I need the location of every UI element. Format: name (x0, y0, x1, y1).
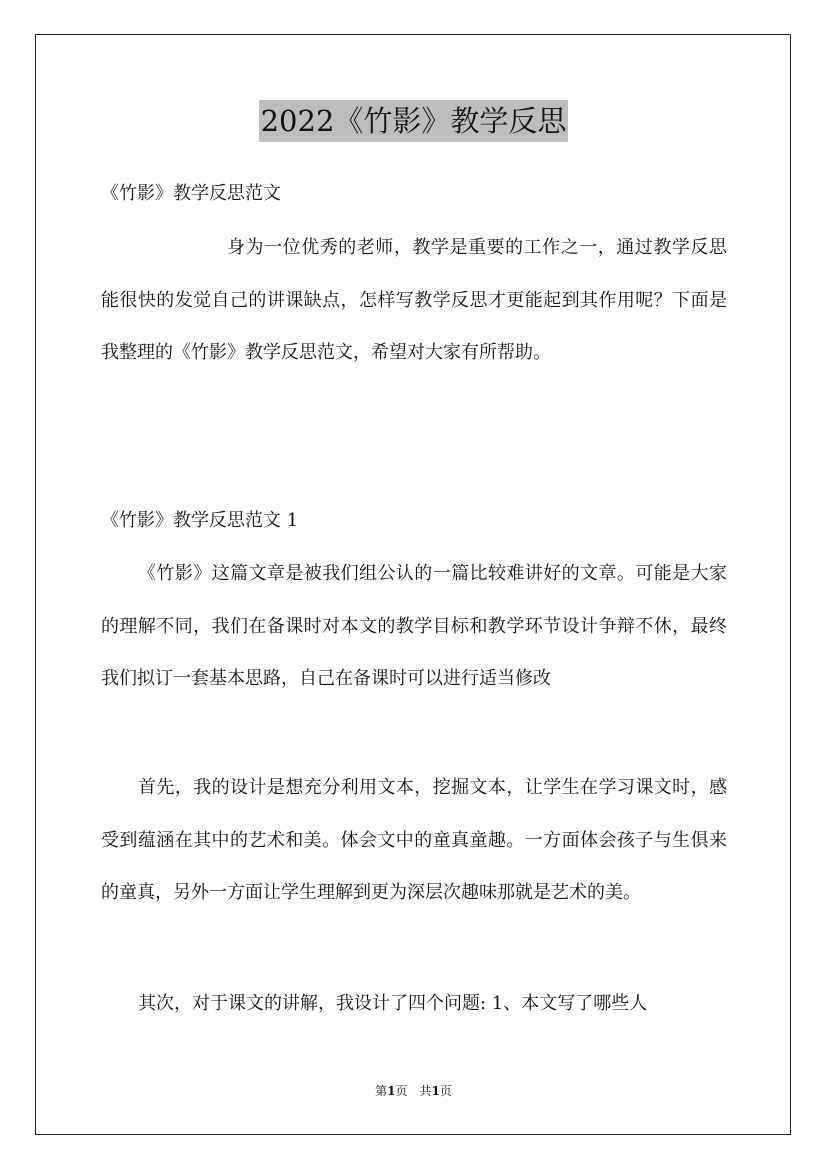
page-footer (0, 1083, 827, 1099)
footer-page-mid: 页 共 (395, 1084, 432, 1098)
body-paragraph-2: 首先，我的设计是想充分利用文本，挖掘文本，让学生在学习课文时，感受到蕴涵在其中的艺术和美。体会文中的童真童趣。一方面体会孩子与生俱来的童真，另外一方面让学生理解到更为深层次趣味那就是艺术的美。 (101, 777, 727, 904)
body-paragraph-3: 其次，对于课文的讲解，我设计了四个问题: 1、本文写了哪些人 (138, 993, 648, 1014)
intro-paragraph: 身为一位优秀的老师，教学是重要的工作之一，通过教学反思能很快的发觉自己的讲课缺点，怎样写教学反思才更能起到其作用呢？下面是我整理的《竹影》教学反思范文，希望对大家有所帮助。 (101, 237, 727, 364)
footer-page-suffix: 页 (439, 1084, 452, 1098)
footer-page-total: 1 (431, 1084, 440, 1098)
document-subtitle: 《竹影》教学反思范文 (101, 183, 281, 204)
section-heading: 《竹影》教学反思范文 1 (101, 510, 299, 531)
title-container (0, 100, 827, 142)
body-paragraph-1: 《竹影》这篇文章是被我们组公认的一篇比较难讲好的文章。可能是大家的理解不同，我们在备课时对本文的教学目标和教学环节设计争辩不休，最终我们拟订一套基本思路，自己在备课时可以进行适当修改 (101, 563, 727, 690)
document-title: 2022《竹影》教学反思 (259, 100, 569, 142)
footer-page-prefix: 第 (375, 1084, 388, 1098)
footer-page-number: 1 (387, 1084, 396, 1098)
